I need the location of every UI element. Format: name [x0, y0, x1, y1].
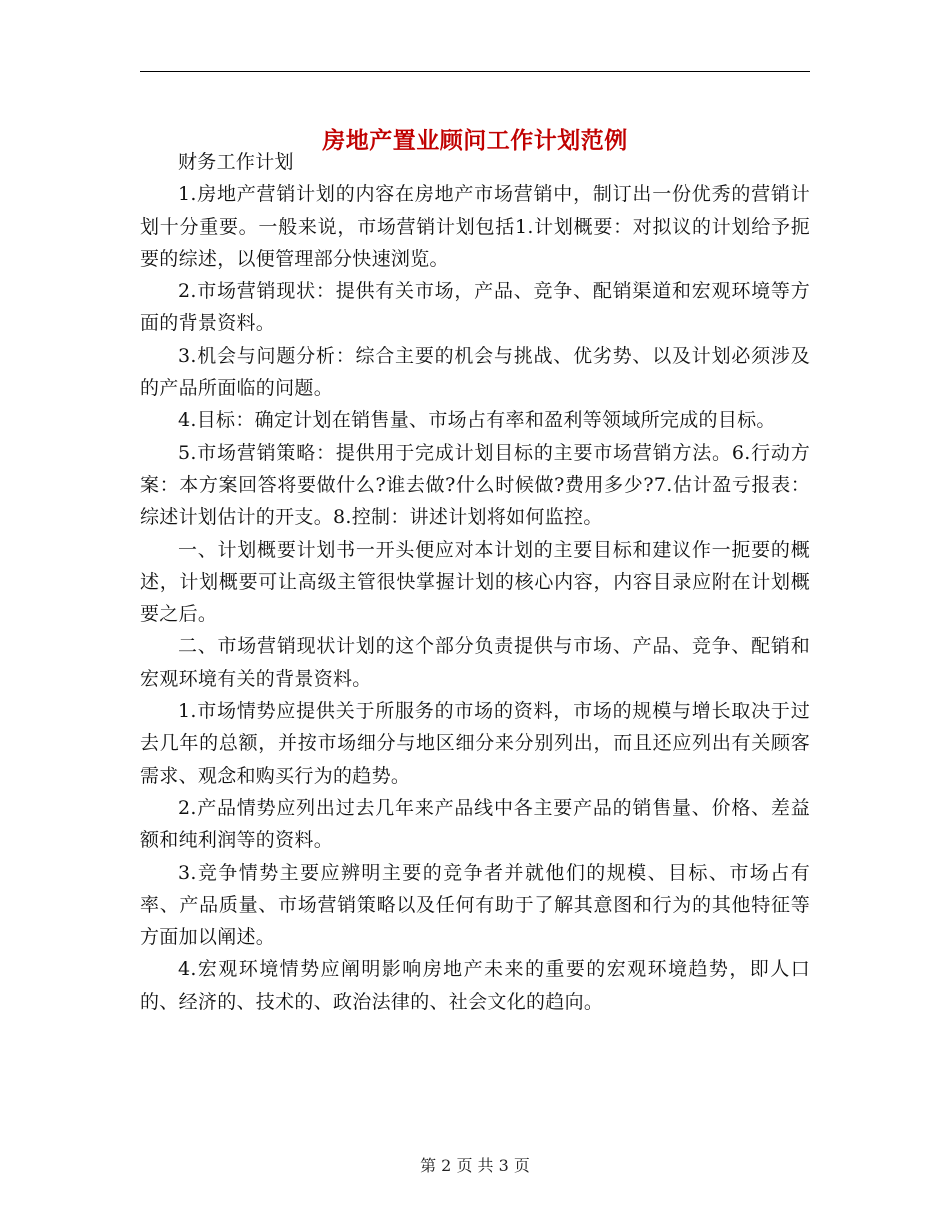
- document-title: 房地产置业顾问工作计划范例: [322, 128, 628, 155]
- header-rule: [140, 71, 810, 72]
- paragraph-competition-situation: 3.竞争情势主要应辨明主要的竞争者并就他们的规模、目标、市场占有率、产品质量、市场营销策略以及任何有助于了解其意图和行为的其他特征等方面加以阐述。: [140, 861, 810, 949]
- paragraph-market-situation: 二、市场营销现状计划的这个部分负责提供与市场、产品、竞争、配销和宏观环境有关的背景资料。: [140, 635, 810, 690]
- paragraph-plan-summary: 一、计划概要计划书一开头便应对本计划的主要目标和建议作一扼要的概述，计划概要可让高级主管很快掌握计划的核心内容，内容目录应附在计划概要之后。: [140, 538, 810, 626]
- page-number-footer: 第 2 页 共 3 页: [420, 1156, 530, 1175]
- paragraph-opportunity-analysis: 3.机会与问题分析：综合主要的机会与挑战、优劣势、以及计划必须涉及的产品所面临的问题。: [140, 344, 810, 400]
- paragraph-objectives: 4.目标：确定计划在销售量、市场占有率和盈利等领域所完成的目标。: [178, 409, 776, 432]
- paragraph-subheading: 财务工作计划: [178, 151, 294, 173]
- paragraph-strategy-action-control: 5.市场营销策略：提供用于完成计划目标的主要市场营销方法。6.行动方案：本方案回答将要做什么?谁去做?什么时候做?费用多少?7.估计盈亏报表：综述计划估计的开支。8.控制：讲述计划将如何监控。: [140, 441, 810, 529]
- paragraph-market-trends: 1.市场情势应提供关于所服务的市场的资料，市场的规模与增长取决于过去几年的总额，并按市场细分与地区细分来分别列出，而且还应列出有关顾客需求、观念和购买行为的趋势。: [140, 700, 810, 787]
- paragraph-marketing-status: 2.市场营销现状：提供有关市场，产品、竞争、配销渠道和宏观环境等方面的背景资料。: [140, 280, 810, 335]
- paragraph-macro-environment: 4.宏观环境情势应阐明影响房地产未来的重要的宏观环境趋势，即人口的、经济的、技术的、政治法律的、社会文化的趋向。: [140, 958, 810, 1013]
- paragraph-marketing-plan-intro: 1.房地产营销计划的内容在房地产市场营销中，制订出一份优秀的营销计划十分重要。一般来说，市场营销计划包括1.计划概要：对拟议的计划给予扼要的综述，以便管理部分快速浏览。: [140, 183, 810, 270]
- paragraph-product-situation: 2.产品情势应列出过去几年来产品线中各主要产品的销售量、价格、差益额和纯利润等的资料。: [140, 796, 810, 852]
- document-body: [140, 146, 810, 1018]
